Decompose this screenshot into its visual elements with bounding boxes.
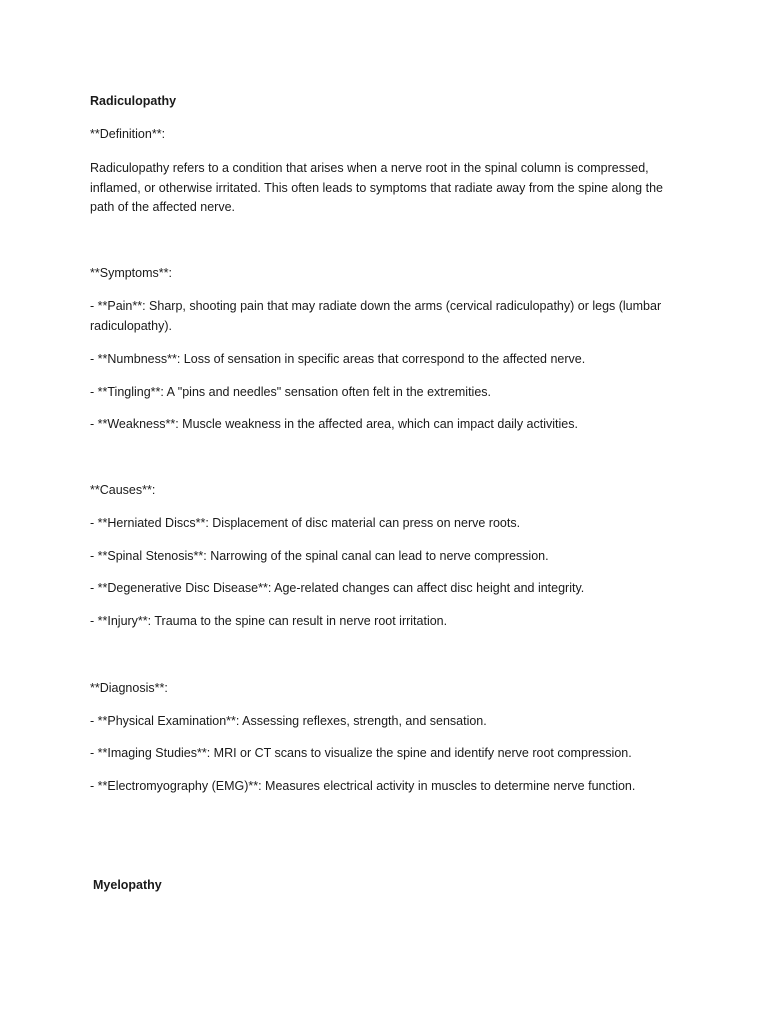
diagnosis-heading: **Diagnosis**: xyxy=(90,681,168,695)
definition-paragraph: Radiculopathy refers to a condition that arises when a nerve root in the spinal column is compressed, inflamed, or otherwise irritated. This often leads to symptoms that radiate away from the spine along the path of the affected nerve. xyxy=(90,161,663,214)
symptoms-heading: **Symptoms**: xyxy=(90,266,172,280)
section-title-myelopathy: Myelopathy xyxy=(93,878,162,892)
cause-item: - **Injury**: Trauma to the spine can result in nerve root irritation. xyxy=(90,614,448,628)
symptom-item: - **Numbness**: Loss of sensation in specific areas that correspond to the affected nerve. xyxy=(90,352,586,366)
symptom-item: - **Tingling**: A "pins and needles" sensation often felt in the extremities. xyxy=(90,385,492,399)
causes-heading: **Causes**: xyxy=(90,483,156,497)
page-title: Radiculopathy xyxy=(90,94,177,108)
cause-item: - **Degenerative Disc Disease**: Age-related changes can affect disc height and integrity. xyxy=(90,581,585,595)
definition-heading: **Definition**: xyxy=(90,127,166,141)
cause-item: - **Spinal Stenosis**: Narrowing of the spinal canal can lead to nerve compression. xyxy=(90,549,549,563)
symptom-item: - **Weakness**: Muscle weakness in the affected area, which can impact daily activities. xyxy=(90,417,578,431)
symptom-item: - **Pain**: Sharp, shooting pain that may radiate down the arms (cervical radiculopathy) or legs (lumbar radiculopathy). xyxy=(90,299,662,333)
diagnosis-item: - **Electromyography (EMG)**: Measures electrical activity in muscles to determine nerve function. xyxy=(90,779,636,793)
diagnosis-item: - **Imaging Studies**: MRI or CT scans to visualize the spine and identify nerve root compression. xyxy=(90,746,632,760)
cause-item: - **Herniated Discs**: Displacement of disc material can press on nerve roots. xyxy=(90,516,521,530)
diagnosis-item: - **Physical Examination**: Assessing reflexes, strength, and sensation. xyxy=(90,714,487,728)
